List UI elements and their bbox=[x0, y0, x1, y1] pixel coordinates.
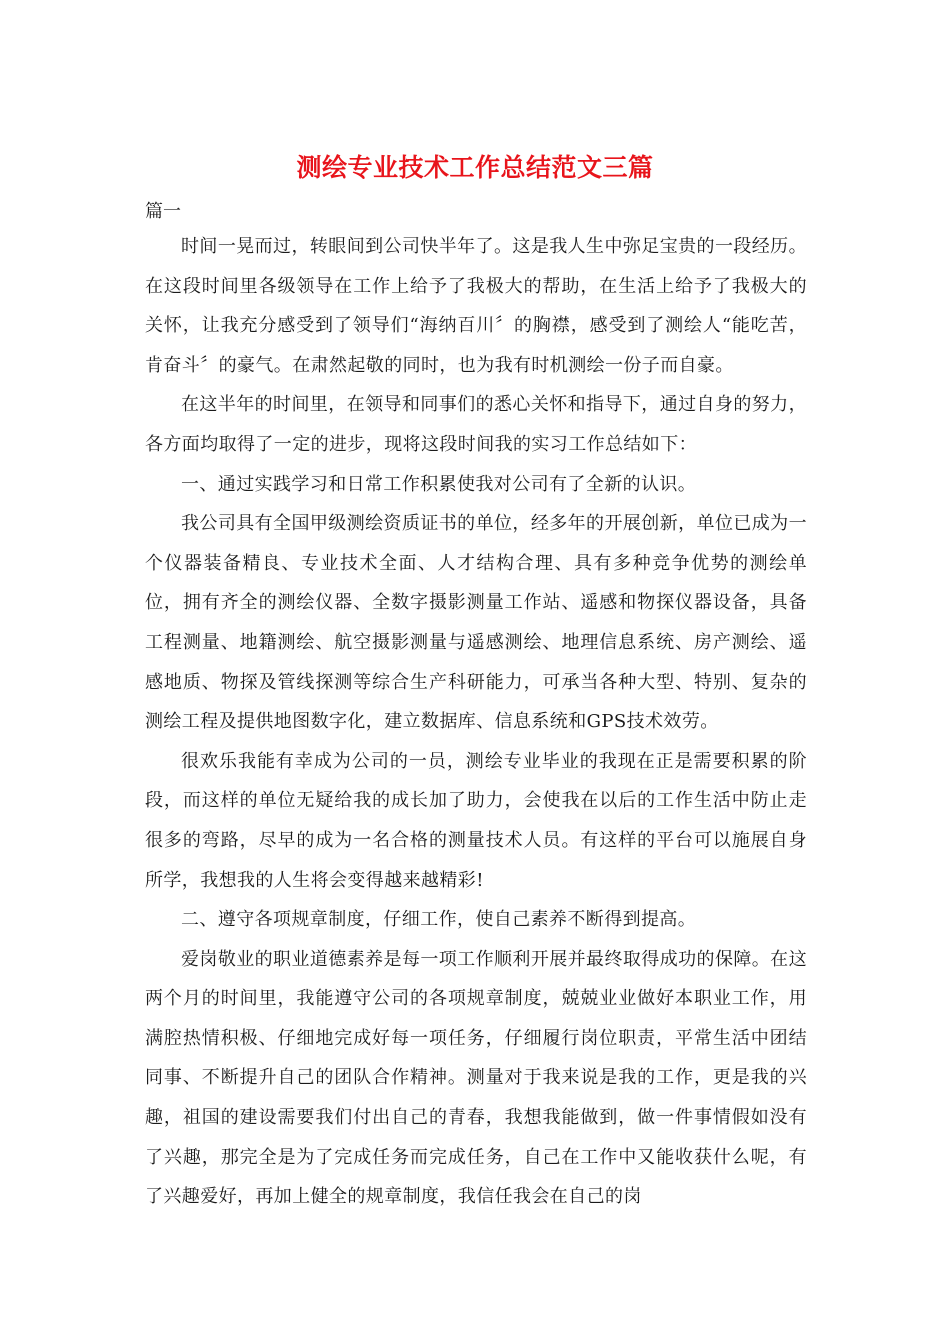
paragraph-summary-lead: 在这半年的时间里，在领导和同事们的悉心关怀和指导下，通过自身的努力，各方面均取得了一定的进步，现将这段时间我的实习工作总结如下： bbox=[145, 394, 807, 455]
heading-section-two: 二、遵守各项规章制度，仔细工作，使自己素养不断得到提高。 bbox=[181, 909, 697, 931]
paragraph-professional-ethics: 爱岗敬业的职业道德素养是每一项工作顺利开展并最终取得成功的保障。在这两个月的时间里，我能遵守公司的各项规章制度，兢兢业业做好本职业工作，用满腔热情积极、仔细地完成好每一项任务，仔细履行岗位职责，平常生活中团结同事、不断提升自己的团队合作精神。测量对于我来说是我的工作，更是我的兴趣，祖国的建设需要我们付出自己的青春，我想我能做到，做一件事情假如没有了兴趣，那完全是为了完成任务而完成任务，自己在工作中又能收获什么呢，有了兴趣爱好，再加上健全的规章制度，我信任我会在自己的岗 bbox=[145, 948, 807, 1208]
paragraph-company: 我公司具有全国甲级测绘资质证书的单位，经多年的开展创新，单位已成为一个仪器装备精良、专业技术全面、人才结构合理、具有多种竞争优势的测绘单位，拥有齐全的测绘仪器、全数字摄影测量工作站、遥感和物探仪器设备，具备工程测量、地籍测绘、航空摄影测量与遥感测绘、地理信息系统、房产测绘、遥感地质、物探及管线探测等综合生产科研能力，可承当各种大型、特别、复杂的测绘工程及提供地图数字化，建立数据库、信息系统和GPS技术效劳。 bbox=[145, 513, 807, 733]
section-label: 篇一 bbox=[145, 201, 181, 222]
paragraph-intro: 时间一晃而过，转眼间到公司快半年了。这是我人生中弥足宝贵的一段经历。在这段时间里各级领导在工作上给予了我极大的帮助，在生活上给予了我极大的关怀，让我充分感受到了领导们“海纳百川〞的胸襟，感受到了测绘人“能吃苦，肯奋斗〞的豪气。在肃然起敬的同时，也为我有时机测绘一份子而自豪。 bbox=[145, 236, 807, 376]
paragraph-joining: 很欢乐我能有幸成为公司的一员，测绘专业毕业的我现在正是需要积累的阶段，而这样的单位无疑给我的成长加了助力，会使我在以后的工作生活中防止走很多的弯路，尽早的成为一名合格的测量技术人员。有这样的平台可以施展自身所学，我想我的人生将会变得越来越精彩! bbox=[145, 750, 807, 891]
heading-section-one: 一、通过实践学习和日常工作积累使我对公司有了全新的认识。 bbox=[181, 473, 697, 495]
document-title: 测绘专业技术工作总结范文三篇 bbox=[296, 153, 654, 182]
document-body bbox=[145, 227, 807, 1217]
